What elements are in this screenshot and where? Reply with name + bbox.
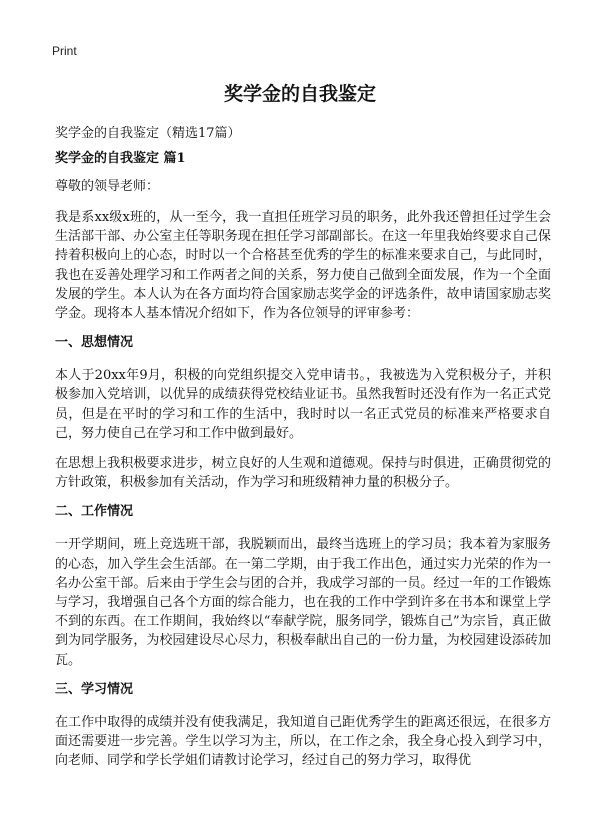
paragraph: 一开学期间，班上竞选班干部，我脱颖而出，最终当选班上的学习员；我本着为家服务的心态，加入学生会生活部。在一第二学期，由于我工作出色，通过实力光荣的作为一名办公室干部。后来由于学生会与团的合并，我成学习部的一员。经过一年的工作锻炼与学习，我增强自己各个方面的综合能力，也在我的工作中学到许多在书本和课堂上学不到的东西。在工作期间，我始终以“奉献学院，服务同学，锻炼自己”为宗旨，真正做到为同学服务，为校园建设尽心尽力，积极奉献出自己的一份力量，为校园建设添砖加瓦。 (55, 537, 551, 668)
paragraph: 本人于20xx年9月，积极的向党组织提交入党申请书。，我被选为入党积极分子，并积极参加入党培训，以优异的成绩获得党校结业证书。虽然我暂时还没有作为一名正式党员，但是在平时的学习和工作的生活中，我时时以一名正式党员的标准来严格要求自己，努力使自己在学习和工作中做到最好。 (55, 368, 551, 441)
section-heading-work: 二、工作情况 (55, 504, 134, 520)
paragraph: 在工作中取得的成绩并没有使我满足，我知道自己距优秀学生的距离还很远，在很多方面还需要进一步完善。学生以学习为主，所以，在工作之余，我全身心投入到学习中，向老师、同学和学长学姐们请教讨论学习，经过自己的努力学习，取得优 (55, 714, 551, 769)
print-label: Print (52, 44, 77, 58)
document-subtitle: 奖学金的自我鉴定（精选17篇） (55, 126, 241, 141)
paragraph: 在思想上我积极要求进步，树立良好的人生观和道德观。保持与时俱进，正确贯彻党的方针政策，积极参加有关活动，作为学习和班级精神力量的积极分子。 (55, 456, 551, 491)
intro-paragraph: 我是系xx级x班的，从一至今，我一直担任班学习员的职务，此外我还曾担任过学生会生活部干部、办公室主任等职务现在担任学习部副部长。在这一年里我始终要求自己保持着积极向上的心态，时时以一个合格甚至优秀的学生的标准来要求自己，与此同时，我也在妥善处理学习和工作两者之间的关系，努力使自己做到全面发展，作为一个全面发展的学生。本人认为在各方面均符合国家励志奖学金的评选条件，故申请国家励志奖学金。现将本人基本情况介绍如下，作为各位领导的评审参考： (55, 210, 551, 322)
article-heading: 奖学金的自我鉴定 篇1 (55, 151, 186, 166)
document-body (55, 150, 551, 781)
section-heading-study: 三、学习情况 (55, 681, 134, 697)
document-title: 奖学金的自我鉴定 (223, 83, 376, 105)
section-heading-thought: 一、思想情况 (55, 335, 134, 351)
salutation: 尊敬的领导老师： (55, 179, 160, 194)
